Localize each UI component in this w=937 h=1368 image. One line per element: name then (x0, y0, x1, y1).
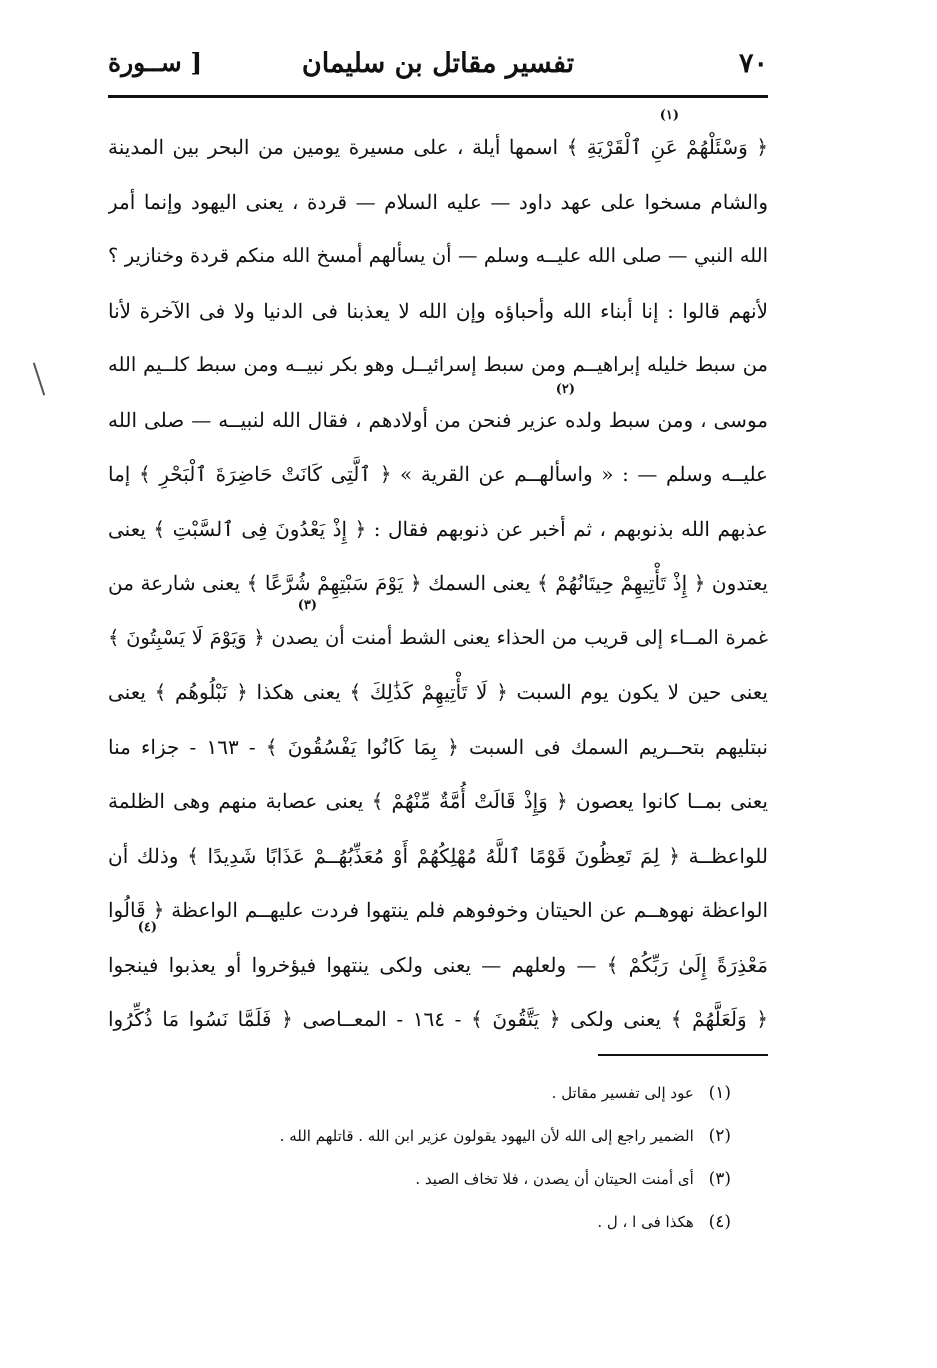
footnote-separator (598, 1054, 768, 1056)
footnote-marker: (٤) (137, 920, 157, 935)
footnote-item (211, 1072, 731, 1115)
footnote-marker: (٣) (297, 598, 317, 613)
surah-label: [ ســورة (108, 48, 203, 77)
scan-mark (33, 363, 45, 396)
text-line: يعتدون ﴿ إِذْ تَأْتِيهِمْ حِيتَانُهُمْ ﴾ يعنى السمك ﴿ يَوْمَ سَبْتِهِمْ شُرَّعًا ﴾ يعنى شارعة من (108, 571, 768, 595)
text-line: عذبهم الله بذنوبهم ، ثم أخبر عن ذنوبهم فقال : ﴿ إِذْ يَعْدُونَ فِى ٱلسَّبْتِ ﴾ يعنى (108, 516, 768, 541)
header-rule (108, 95, 768, 98)
footnote-text: هكذا فى ا ، ل . (597, 1213, 694, 1231)
running-title: تفسير مقاتل بن سليمان (301, 48, 575, 79)
footnote-number: (٢) (708, 1126, 731, 1146)
text-line: الله النبي — صلى الله عليــه وسلم — أن يسألهم أمسخ الله منكم قردة وخنازير ؟ (108, 244, 768, 267)
text-line: ﴿ وَسْئَلْهُمْ عَنِ ٱلْقَرْيَةِ ﴾ اسمها أيلة ، على مسيرة يومين من البحر بين المدينة (108, 135, 768, 159)
footnote-marker: (٢) (555, 382, 575, 397)
footnote-number: (١) (708, 1083, 731, 1103)
text-line: ﴿ وَلَعَلَّهُمْ ﴾ يعنى ولكى ﴿ يَتَّقُونَ ﴾ - ١٦٤ - المعــاصى ﴿ فَلَمَّا نَسُوا مَا ذُكِّرُوا (108, 1007, 768, 1031)
footnotes (211, 1072, 731, 1244)
text-line: الواعظة نهوهــم عن الحيتان وخوفوهم فلم ينتهوا فردت عليهــم الواعظة ﴿ قَالُوا (108, 898, 768, 922)
text-line: يعنى بمــا كانوا يعصون ﴿ وَإِذْ قَالَتْ أُمَّةٌ مِّنْهُمْ ﴾ يعنى عصابة منهم وهى الظلمة (108, 789, 768, 813)
footnote-item (211, 1158, 731, 1201)
footnote-text: الضمير راجع إلى الله لأن اليهود يقولون عزير ابن الله . قاتلهم الله . (279, 1127, 694, 1145)
text-line: لأنهم قالوا : إنا أبناء الله وأحباؤه وإن الله لا يعذبنا فى الدنيا ولا فى الآخرة لأنا (108, 298, 768, 323)
text-line: نبتليهم بتحــريم السمك فى السبت ﴿ بِمَا كَانُوا يَفْسُقُونَ ﴾ - ١٦٣ - جزاء منا (108, 734, 768, 759)
text-line: موسى ، ومن سبط ولده عزير فنحن من أولادهم ، فقال الله لنبيــه — صلى الله (108, 407, 768, 432)
body-text (108, 120, 768, 1047)
page-header (108, 40, 768, 90)
footnote-number: (٣) (708, 1169, 731, 1189)
footnote-text: أى أمنت الحيتان أن يصدن ، فلا تخاف الصيد . (415, 1170, 694, 1188)
text-line: مَعْذِرَةً إِلَىٰ رَبِّكُمْ ﴾ — ولعلهم — يعنى ولكى ينتهوا فيؤخروا أو يعذبوا فينجوا (108, 952, 768, 977)
text-line: عليــه وسلم — : « واسألهــم عن القرية » ﴿ ٱلَّتِى كَانَتْ حَاضِرَةَ ٱلْبَحْرِ ﴾ إما (108, 462, 768, 486)
text-line: من سبط خليله إبراهيــم ومن سبط إسرائيــل وهو بكر نبيــه ومن سبط كلــيم الله (108, 353, 768, 376)
text-line: يعنى حين لا يكون يوم السبت ﴿ لَا تَأْتِيهِمْ كَذَٰلِكَ ﴾ يعنى هكذا ﴿ نَبْلُوهُم ﴾ يعنى (108, 680, 768, 704)
page-number: ٧٠ (738, 48, 768, 79)
footnote-number: (٤) (708, 1212, 731, 1232)
text-line: غمرة المــاء إلى قريب من الحذاء يعنى الشط أمنت أن يصدن ﴿ وَيَوْمَ لَا يَسْبِتُونَ ﴾ (108, 625, 768, 649)
footnote-item (211, 1201, 731, 1244)
footnote-item (211, 1115, 731, 1158)
text-line: والشام مسخوا على عهد داود — عليه السلام — قردة ، يعنى اليهود وإنما أمر (108, 189, 768, 214)
footnote-marker: (١) (659, 108, 679, 123)
text-line: للواعظــة ﴿ لِمَ تَعِظُونَ قَوْمًا ٱللَّهُ مُهْلِكُهُمْ أَوْ مُعَذِّبُهُــمْ عَذَابًا شَدِيدًا ﴾ وذلك أن (108, 843, 768, 868)
footnote-text: عود إلى تفسير مقاتل . (551, 1084, 694, 1102)
